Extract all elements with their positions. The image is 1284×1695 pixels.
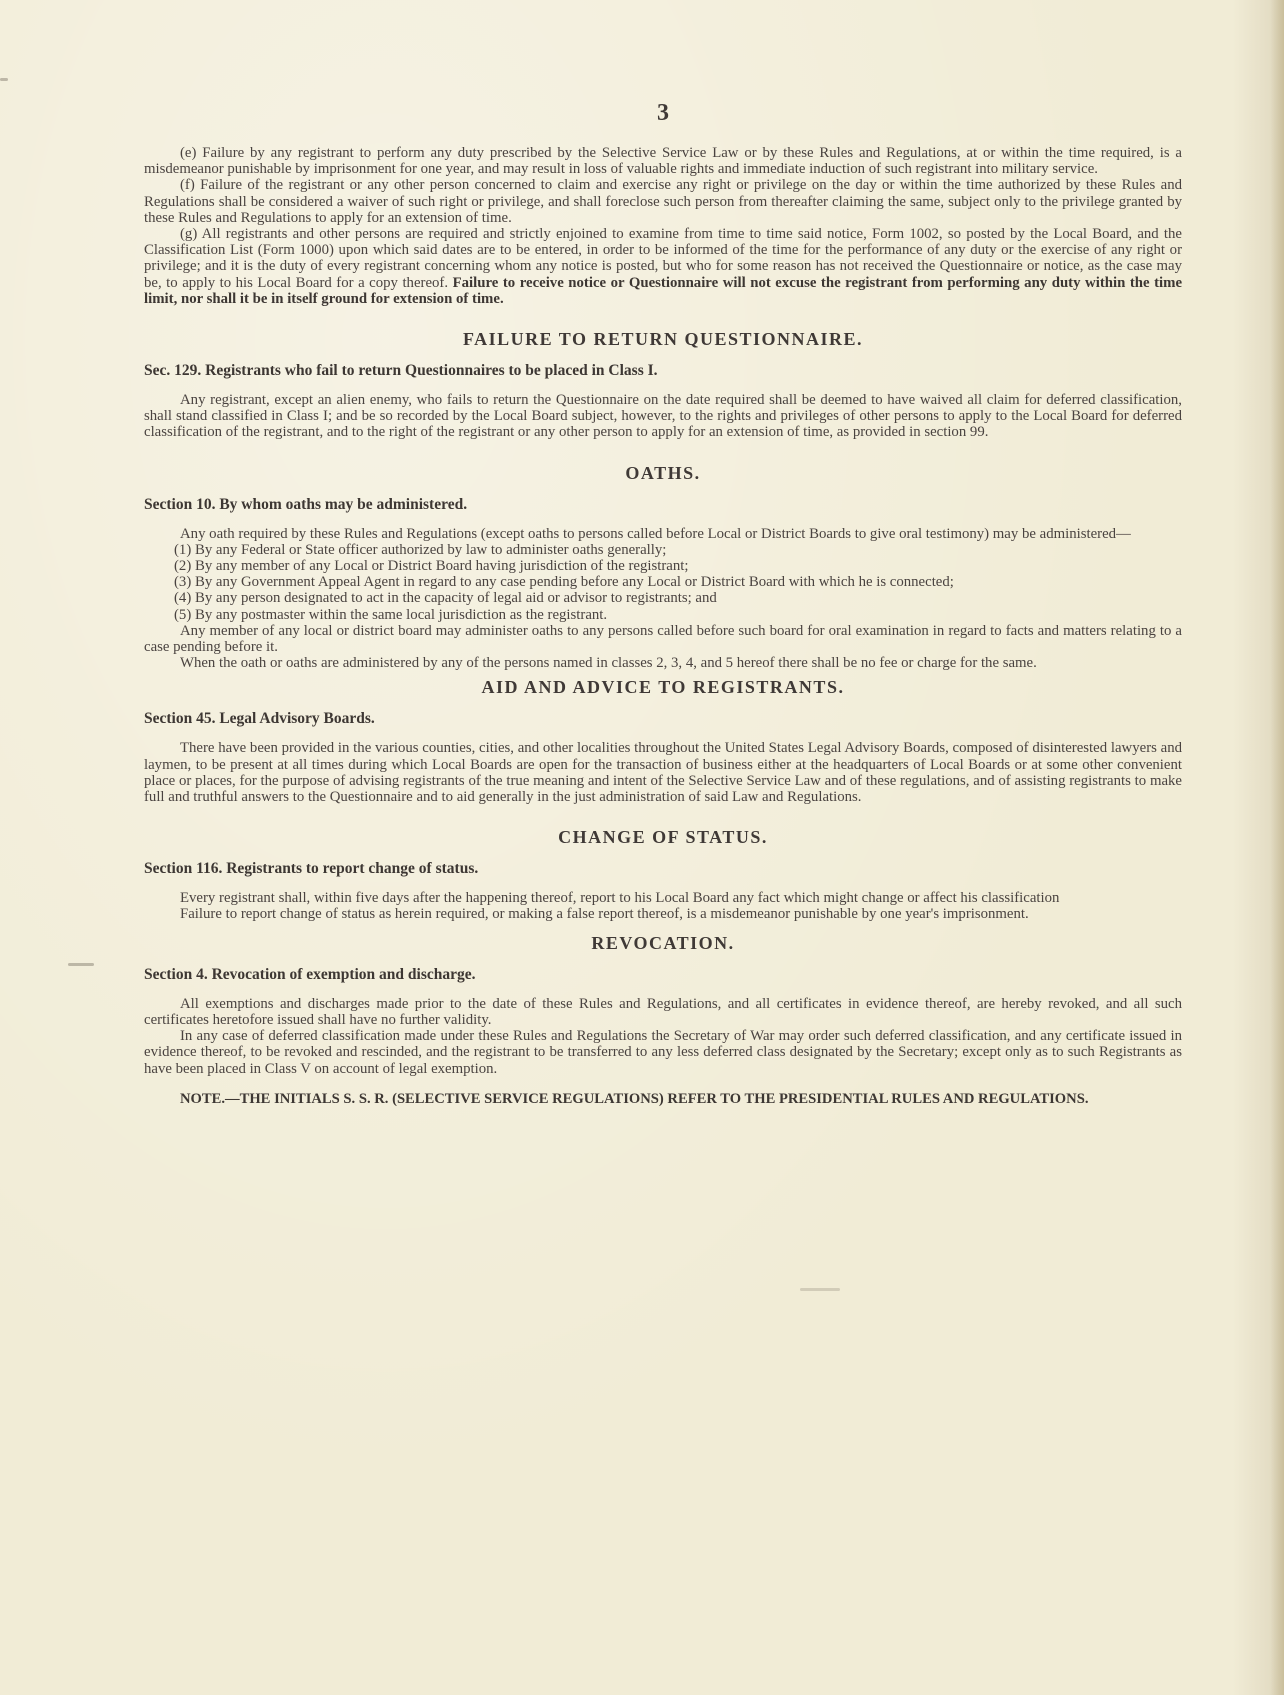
heading-aid: AID AND ADVICE TO REGISTRANTS. — [481, 677, 845, 698]
margin-mark — [0, 78, 8, 81]
subheading-section-116: Section 116. Registrants to report change of status. — [144, 860, 479, 878]
margin-mark — [68, 963, 94, 966]
paragraph-revocation-1: All exemptions and discharges made prior to the date of these Rules and Regulations, and all certificates in evidence thereof, are hereby revoked, and all such certificates heretofore issued shall have no further validity. — [144, 995, 1182, 1028]
paragraph-failure: Any registrant, except an alien enemy, who fails to return the Questionnaire on the date required shall be deemed to have waived all claim for deferred classification, shall stand classified in Class I; and be so recorded by the Local Board subject, however, to the rights and privileges of other persons to apply to the Local Board for deferred classification of the registrant, and to the right of the registrant or any other person to apply for an extension of time, as provided in section 99. — [144, 392, 1182, 441]
page-edge — [1270, 0, 1284, 1695]
heading-failure: FAILURE TO RETURN QUESTIONNAIRE. — [462, 329, 864, 350]
oath-item-4: (4) By any person designated to act in the capacity of legal aid or advisor to registrants; and — [174, 590, 717, 607]
page-content — [144, 100, 1182, 1107]
oath-item-2: (2) By any member of any Local or District Board having jurisdiction of the registrant; — [174, 558, 689, 575]
paragraph-g — [144, 226, 1182, 307]
ink-smudge — [800, 1288, 840, 1291]
paragraph-status-report: Every registrant shall, within five days after the happening thereof, report to his Local Board any fact which might change or affect his classification — [180, 890, 1060, 907]
paragraph-oaths-fee: When the oath or oaths are administered by any of the persons named in classes 2, 3, 4, and 5 hereof there shall be no fee or charge for the same. — [180, 655, 1037, 672]
paragraph-g-text: (g) All registrants and other persons are required and strictly enjoined to examine from time to time said notice, Form 1002, so posted by the Local Board, and the Classification List (Form 1000) upon which said dates are to be entered, in order to be informed of the time for the performance of any duty or the exercise of any right or privilege; and it is the duty of every registrant concerning whom any notice is posted, but who for some reason has not received the Questionnaire or notice, as the case may be, to apply to his Local Board for a copy thereof. — [144, 226, 1182, 291]
subheading-section-129: Sec. 129. Registrants who fail to return Questionnaires to be placed in Class I. — [144, 362, 658, 380]
paragraph-oaths-board: Any member of any local or district board may administer oaths to any persons called before such board for oral examination in regard to facts and matters relating to a case pending before it. — [144, 622, 1182, 656]
subheading-section-45: Section 45. Legal Advisory Boards. — [144, 710, 375, 728]
paragraph-revocation-2: In any case of deferred classification made under these Rules and Regulations the Secretary of War may order such deferred classification, and any certificate issued in evidence thereof, to be revoked and rescinded, and the registrant to be transferred to any less deferred class designated by the Secretary; except only as to such Registrants as have been placed in Class V on account of legal exemption. — [144, 1028, 1182, 1077]
subheading-section-4: Section 4. Revocation of exemption and discharge. — [144, 965, 476, 983]
heading-revocation: REVOCATION. — [591, 932, 735, 953]
paragraph-g-bold: Failure to receive notice or Questionnaire will not excuse the registrant from performing any duty within the time limit, nor shall it be in itself ground for extension of time. — [144, 274, 1183, 307]
oath-item-3: (3) By any Government Appeal Agent in regard to any case pending before any Local or District Board with which he is connected; — [174, 574, 954, 591]
subheading-section-10: Section 10. By whom oaths may be administered. — [144, 495, 468, 513]
paragraph-status-failure: Failure to report change of status as herein required, or making a false report thereof, is a misdemeanor punishable by one year's imprisonment. — [180, 906, 1029, 923]
paragraph-e: (e) Failure by any registrant to perform any duty prescribed by the Selective Service Law or by these Rules and Regulations, at or within the time required, is a misdemeanor punishable by imprisonment for one year, and may result in loss of valuable rights and immediate induction of such registrant into military service. — [144, 145, 1182, 178]
oath-item-1: (1) By any Federal or State officer authorized by law to administer oaths generally; — [174, 541, 667, 558]
paragraph-aid: There have been provided in the various counties, cities, and other localities throughout the United States Legal Advisory Boards, composed of disinterested lawyers and laymen, to be present at all times during which Local Boards are open for the transaction of business either at the headquarters of Local Boards or at some other convenient place or places, for the purpose of advising registrants of the true meaning and intent of the Selective Service Law and of these regulations, and of assisting registrants to make full and truthful answers to the Questionnaire and to aid generally in the just administration of said Law and Regulations. — [144, 740, 1182, 806]
paragraph-oaths-intro: Any oath required by these Rules and Regulations (except oaths to persons called before Local or District Boards to give oral testimony) may be administered— — [180, 525, 1131, 542]
note: NOTE.—THE INITIALS S. S. R. (SELECTIVE SERVICE REGULATIONS) REFER TO THE PRESIDENTIAL RULES AND REGULATIONS. — [180, 1090, 1089, 1107]
oath-item-5: (5) By any postmaster within the same local jurisdiction as the registrant. — [174, 606, 608, 623]
heading-status: CHANGE OF STATUS. — [558, 827, 768, 848]
heading-oaths: OATHS. — [625, 462, 701, 483]
paragraph-f: (f) Failure of the registrant or any other person concerned to claim and exercise any right or privilege on the day or within the time authorized by these Rules and Regulations shall be considered a waiver of such right or privilege, and shall foreclose such person from thereafter claiming the same, subject only to the privilege granted by these Rules and Regulations to apply for an extension of time. — [144, 177, 1182, 226]
page-number: 3 — [657, 100, 669, 126]
